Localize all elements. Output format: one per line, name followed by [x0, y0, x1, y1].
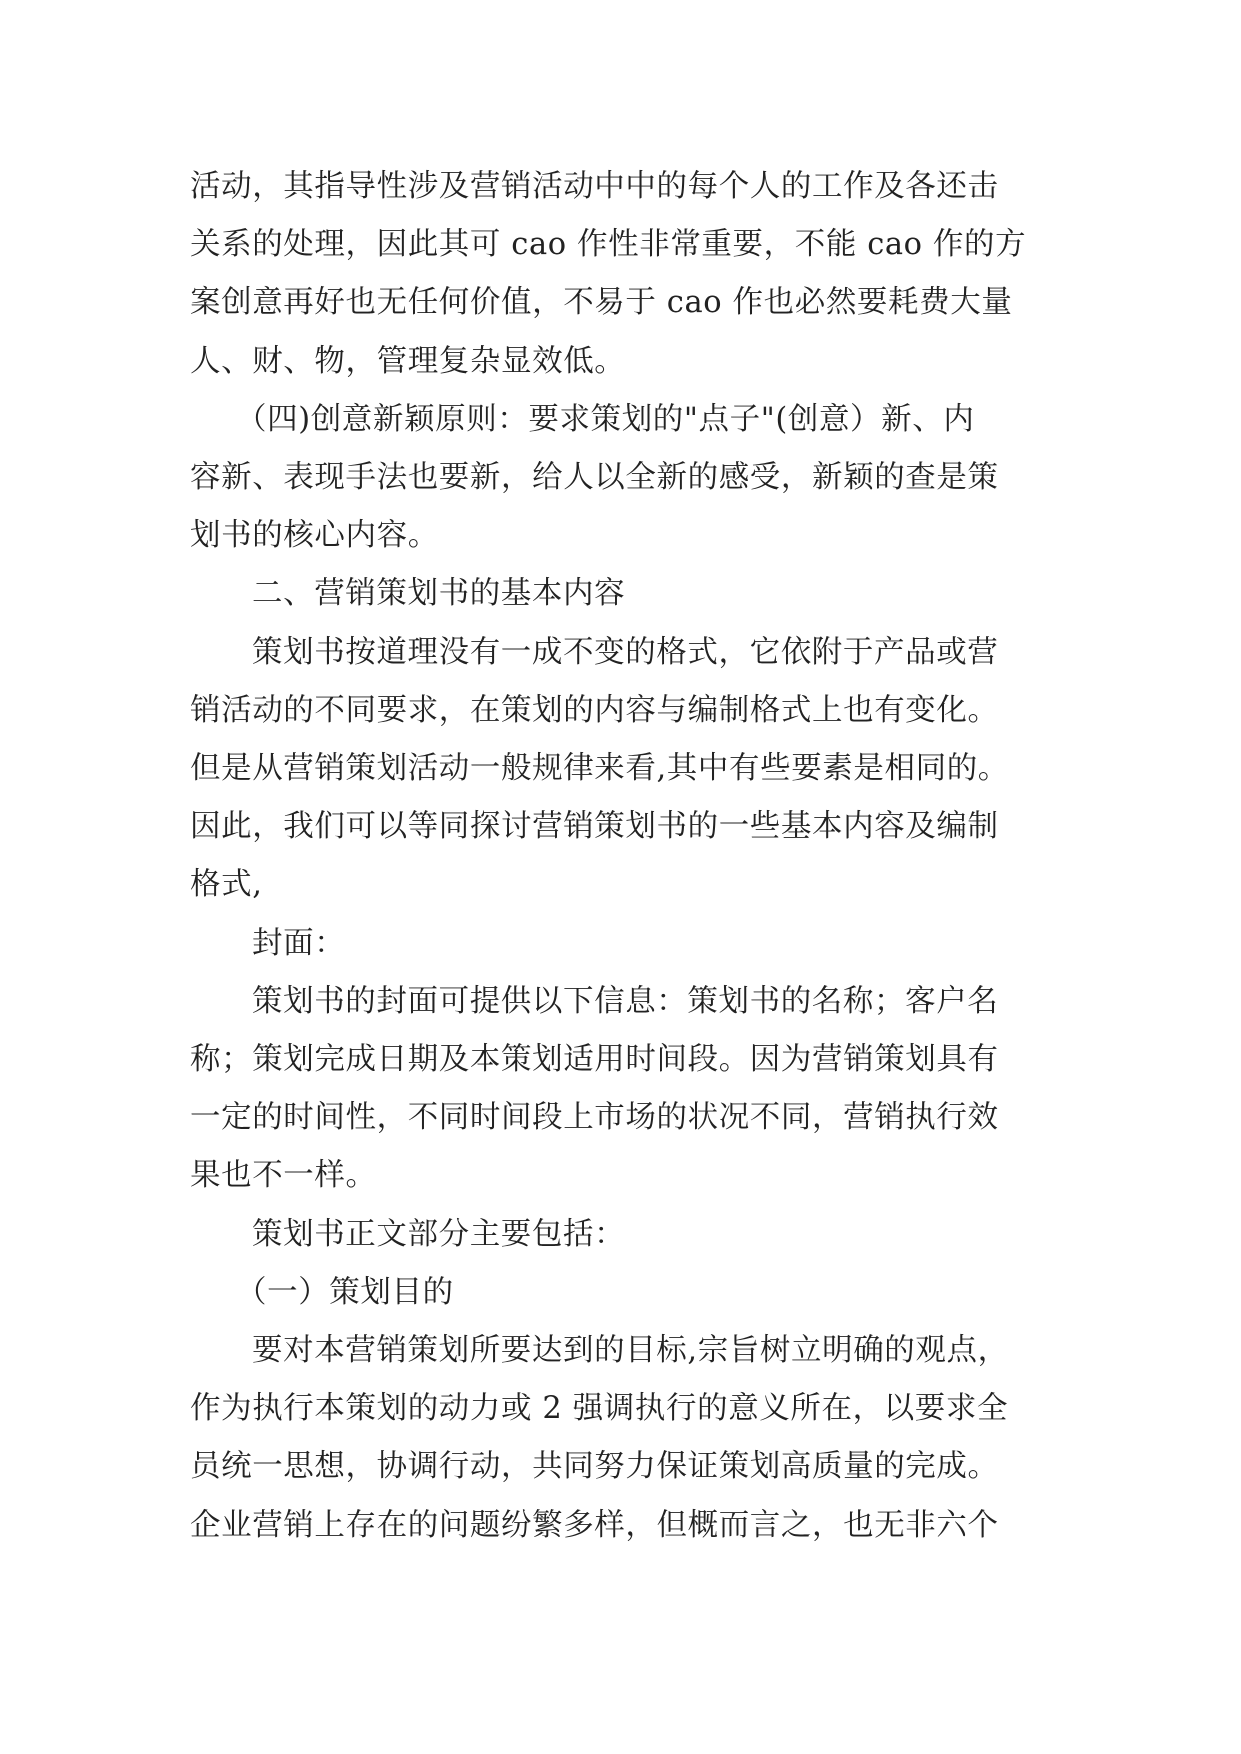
text-line: 企业营销上存在的问题纷繁多样，但概而言之，也无非六个 [190, 1507, 999, 1543]
subheading-cover: 封面： [252, 925, 346, 961]
text-line: 格式, [190, 867, 263, 903]
text-line: 但是从营销策划活动一般规律来看,其中有些要素是相同的。 [190, 751, 1009, 787]
text-line: 因此，我们可以等同探讨营销策划书的一些基本内容及编制 [190, 809, 999, 845]
text-line: 活动，其指导性涉及营销活动中中的每个人的工作及各还击 [190, 169, 999, 204]
text-line: 案创意再好也无任何价值，不易于 cao 作也必然要耗费大量 [190, 285, 1013, 321]
text-line: 容新、表现手法也要新，给人以全新的感受，新颖的查是策 [190, 460, 999, 496]
paragraph-heading: （四)创意新颖原则：要求策划的"点子"(创意）新、内 [236, 401, 975, 437]
text-line: 销活动的不同要求，在策划的内容与编制格式上也有变化。 [190, 692, 999, 728]
text-line: 划书的核心内容。 [190, 518, 439, 554]
text-line: 要对本营销策划所要达到的目标,宗旨树立明确的观点， [252, 1333, 1009, 1369]
text-line: 策划书按道理没有一成不变的格式，它依附于产品或营 [252, 634, 999, 670]
section-heading: 二、营销策划书的基本内容 [252, 576, 626, 612]
text-line: 称；策划完成日期及本策划适用时间段。因为营销策划具有 [190, 1042, 999, 1078]
text-line: 关系的处理，因此其可 cao 作性非常重要，不能 cao 作的方 [190, 227, 1027, 263]
subheading-body: 策划书正文部分主要包括： [252, 1216, 626, 1252]
text-line: 人、财、物，管理复杂显效低。 [190, 343, 626, 379]
subheading-purpose: （一）策划目的 [236, 1274, 454, 1310]
text-line: 员统一思想，协调行动，共同努力保证策划高质量的完成。 [190, 1449, 999, 1485]
text-line: 果也不一样。 [190, 1158, 377, 1194]
text-line: 策划书的封面可提供以下信息：策划书的名称；客户名 [252, 983, 999, 1019]
text-line: 一定的时间性，不同时间段上市场的状况不同，营销执行效 [190, 1100, 999, 1136]
document-body [190, 158, 1070, 1555]
text-line: 作为执行本策划的动力或 2 强调执行的意义所在，以要求全 [190, 1391, 1009, 1427]
